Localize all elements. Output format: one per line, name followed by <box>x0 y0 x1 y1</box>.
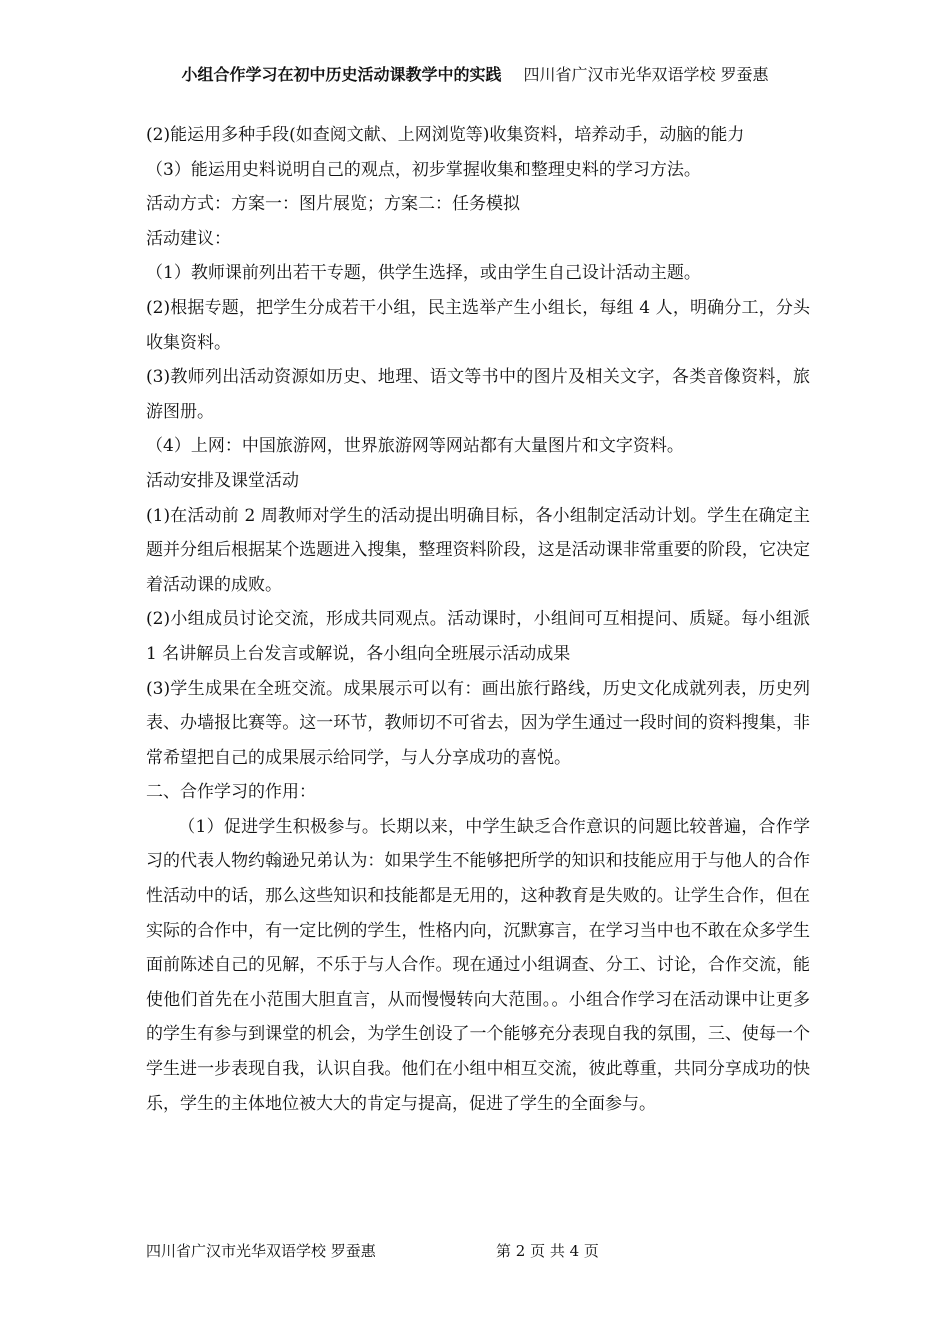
footer-school-author: 四川省广汉市光华双语学校 罗蚕惠 <box>146 1242 376 1260</box>
paragraph: （1）教师课前列出若干专题，供学生选择，或由学生自己设计活动主题。 <box>146 263 701 284</box>
page-footer <box>146 1240 810 1261</box>
section-heading: 活动安排及课堂活动 <box>146 470 299 491</box>
paragraph: (2)根据专题，把学生分成若干小组，民主选举产生小组长，每组 4 人，明确分工，分头收集资料。 <box>146 297 810 353</box>
header-title: 小组合作学习在初中历史活动课教学中的实践 <box>181 65 502 84</box>
paragraph: (3)教师列出活动资源如历史、地理、语文等书中的图片及相关文字，各类音像资料，旅游图册。 <box>146 367 810 422</box>
paragraph: 活动方式：方案一：图片展览；方案二：任务模拟 <box>146 194 520 215</box>
page-header <box>0 62 950 85</box>
paragraph: 活动建议： <box>146 228 231 249</box>
paragraph: （1）促进学生积极参与。长期以来，中学生缺乏合作意识的问题比较普遍，合作学习的代表人物约翰逊兄弟认为：如果学生不能够把所学的知识和技能应用于与他人的合作性活动中的话，那么这些知识和技能都是无用的，这种教育是失败的。让学生合作，但在实际的合作中，有一定比例的学生，性格内向，沉默寡言，在学习当中也不敢在众多学生面前陈述自己的见解，不乐于与人合作。现在通过小组调查、分工、讨论，合作交流，能使他们首先在小范围大胆直言，从而慢慢转向大范围。。小组合作学习在活动课中让更多的学生有参与到课堂的机会，为学生创设了一个能够充分表现自我的氛围，三、使每一个学生进一步表现自我，认识自我。他们在小组中相互交流，彼此尊重，共同分享成功的快乐，学生的主体地位被大大的肯定与提高，促进了学生的全面参与。 <box>146 816 810 1114</box>
paragraph: (1)在活动前 2 周教师对学生的活动提出明确目标，各小组制定活动计划。学生在确定主题并分组后根据某个选题进入搜集，整理资料阶段，这是活动课非常重要的阶段，它决定着活动课的成败。 <box>146 505 810 595</box>
header-school-author: 四川省广汉市光华双语学校 罗蚕惠 <box>523 65 769 84</box>
document-body <box>146 118 810 1121</box>
paragraph: (2)小组成员讨论交流，形成共同观点。活动课时，小组间可互相提问、质疑。每小组派 1 名讲解员上台发言或解说，各小组向全班展示活动成果 <box>146 609 810 664</box>
paragraph: （4）上网：中国旅游网，世界旅游网等网站都有大量图片和文字资料。 <box>146 436 684 457</box>
section-heading: 二、合作学习的作用： <box>146 782 316 803</box>
footer-page-number: 第 2 页 共 4 页 <box>496 1242 599 1260</box>
paragraph: (2)能运用多种手段(如查阅文献、上网浏览等)收集资料，培养动手，动脑的能力 <box>146 125 745 145</box>
paragraph: （3）能运用史料说明自己的观点，初步掌握收集和整理史料的学习方法。 <box>146 159 701 180</box>
paragraph: (3)学生成果在全班交流。成果展示可以有：画出旅行路线，历史文化成就列表，历史列表、办墙报比赛等。这一环节，教师切不可省去，因为学生通过一段时间的资料搜集，非常希望把自己的成果展示给同学，与人分享成功的喜悦。 <box>146 678 810 768</box>
